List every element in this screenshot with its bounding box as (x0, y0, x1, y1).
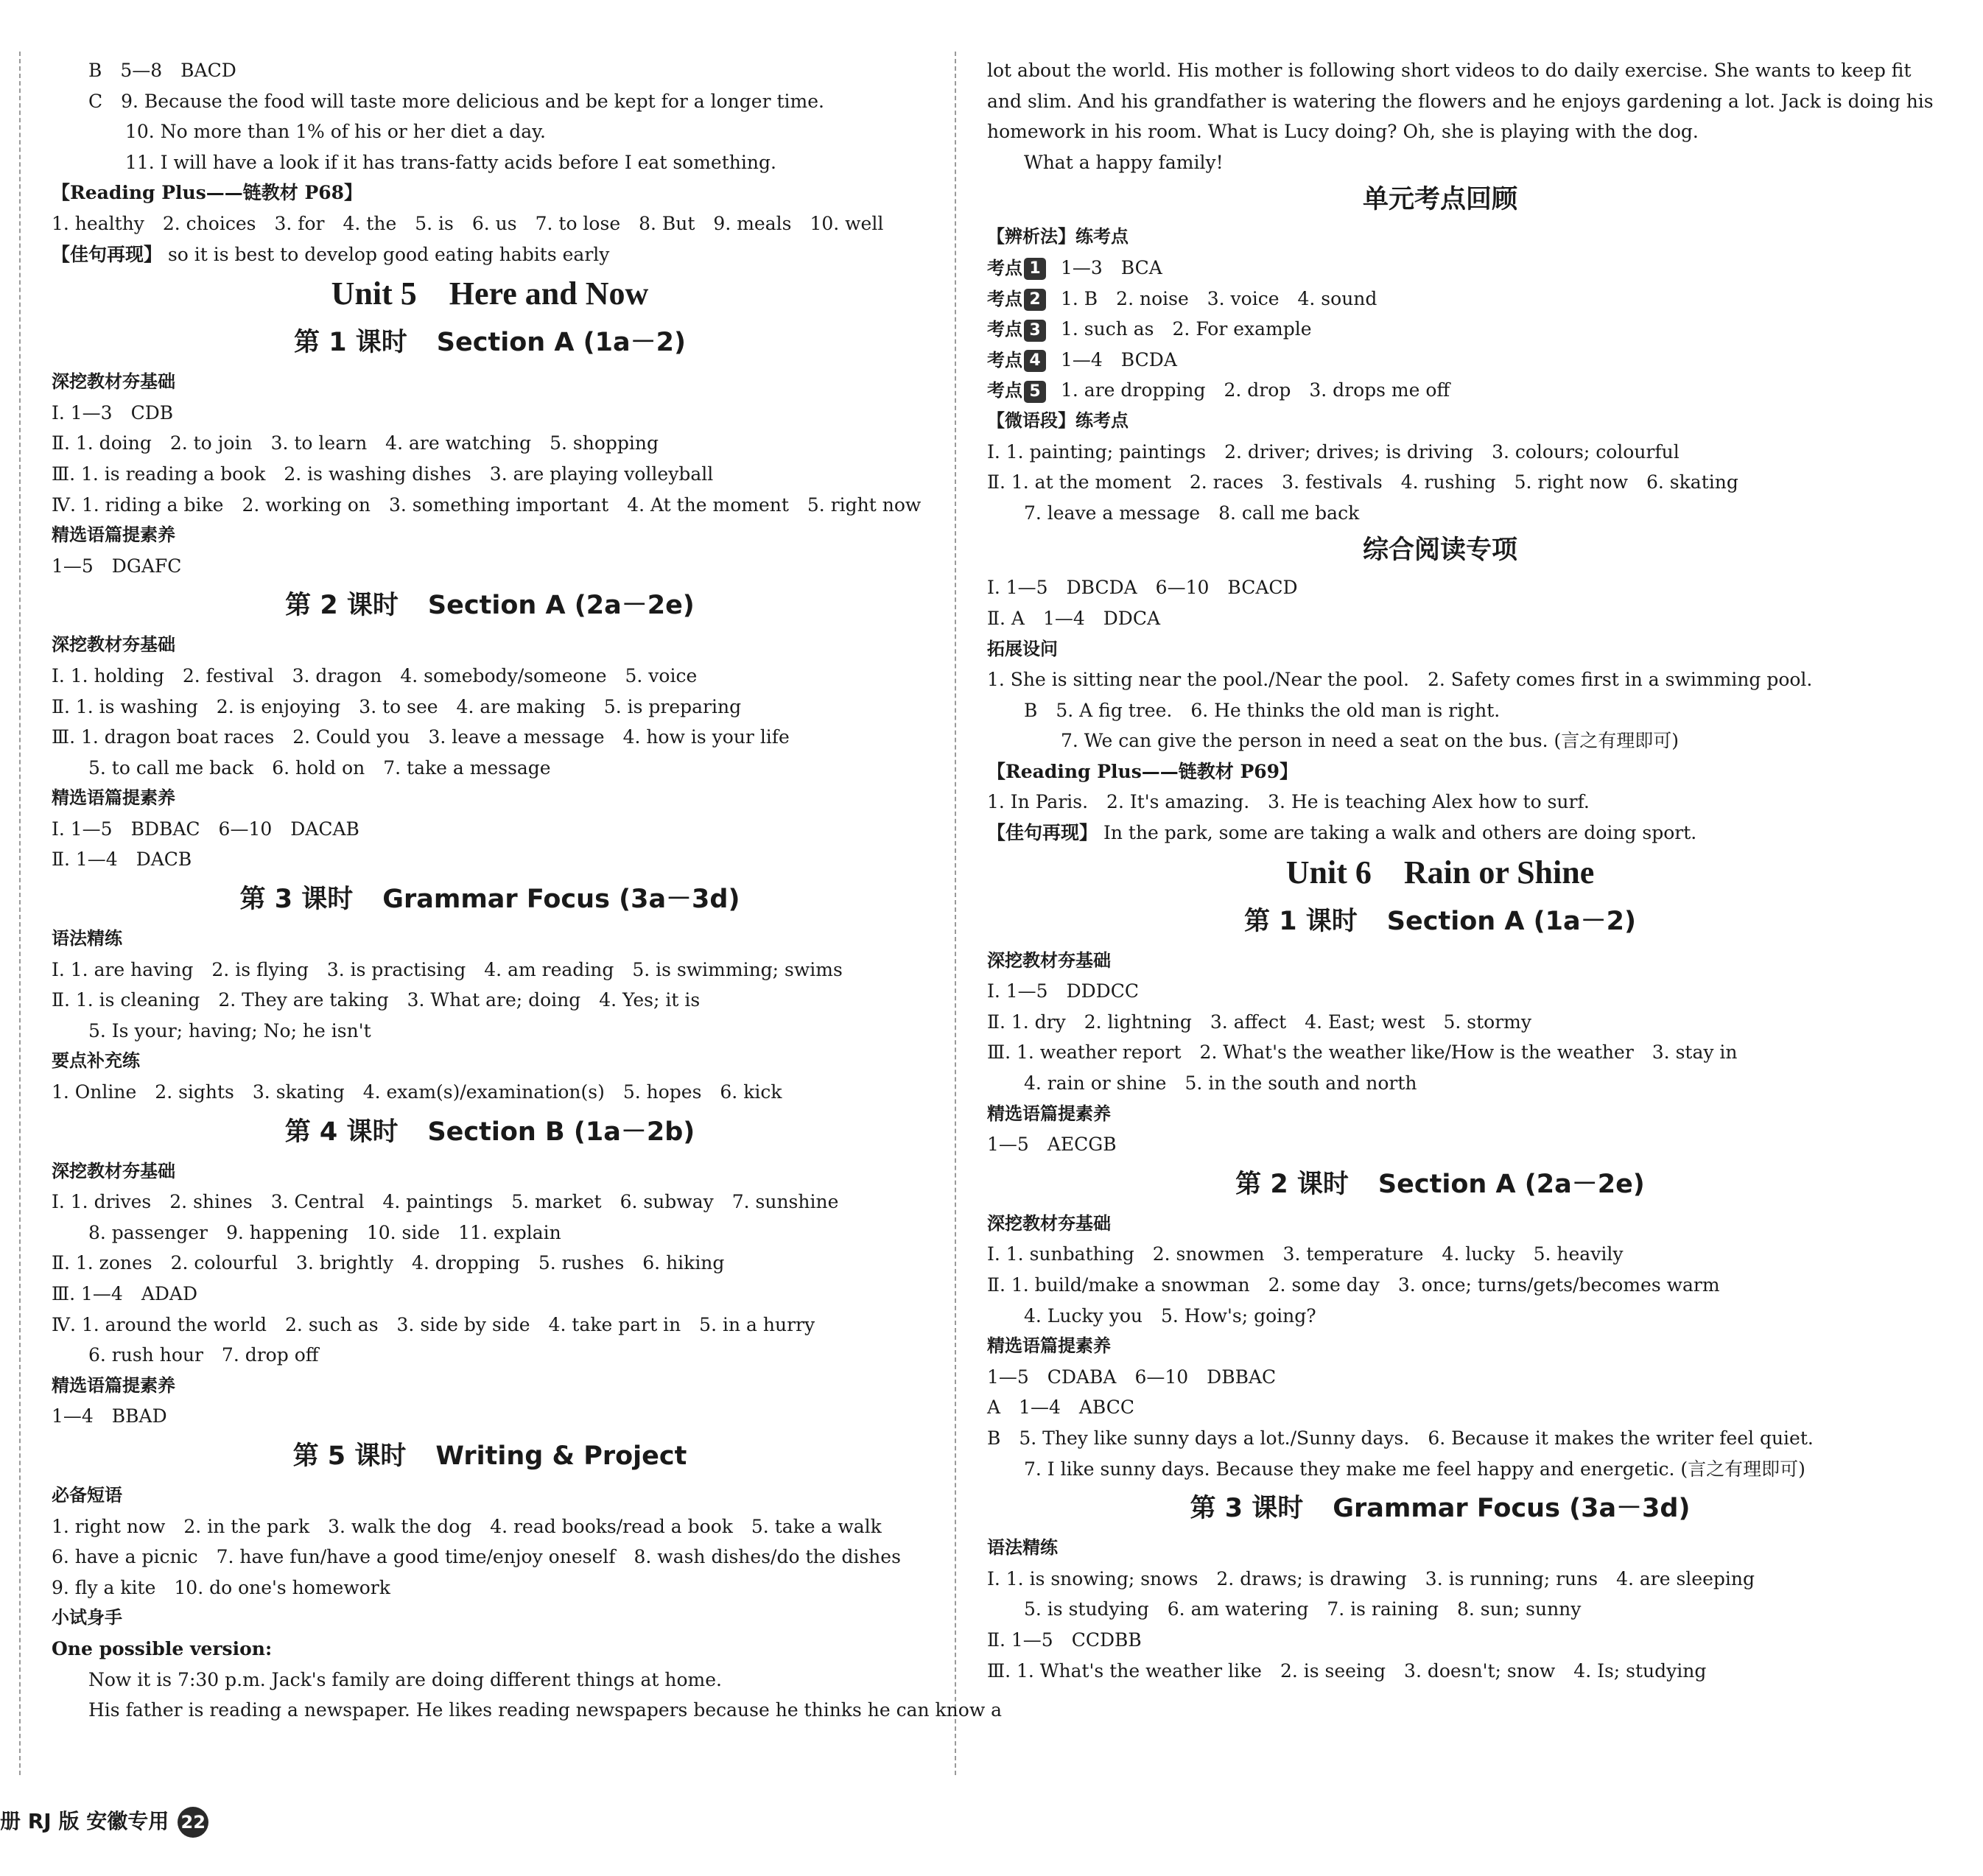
kaodian-number-badge: 4 (1024, 350, 1046, 372)
kaodian-label: 考点 (987, 257, 1022, 278)
subsection-label: 语法精练 (52, 928, 122, 949)
kaodian-label: 考点 (987, 288, 1022, 309)
answer-line: 11. I will have a look if it has trans-fatty acids before I eat something. (125, 151, 776, 173)
answer-line: Ⅲ. 1. What's the weather like 2. is seeing 3. doesn't; snow 4. Is; studying (987, 1659, 1707, 1682)
lesson-section: Section A (2a－2e) (1377, 1169, 1645, 1199)
kaodian-answer: 1—3 BCA (1061, 256, 1162, 278)
lesson-title (52, 581, 928, 630)
kaodian-number-badge: 2 (1024, 289, 1046, 311)
answer-line: Ⅱ. 1. is cleaning 2. They are taking 3. What are; doing 4. Yes; it is (52, 989, 701, 1011)
kaodian-answer: 1. such as 2. For example (1061, 318, 1312, 340)
lesson-number: 第 3 课时 (1190, 1494, 1304, 1524)
answer-line: Ⅰ. 1. sunbathing 2. snowmen 3. temperature 4. lucky 5. heavily (987, 1243, 1624, 1265)
answer-line: 1—5 DGAFC (52, 555, 182, 577)
reading-plus-label: 【Reading Plus——链教材 P69】 (987, 760, 1299, 782)
answer-line: Ⅱ. A 1—4 DDCA (987, 607, 1161, 629)
lesson-title (987, 897, 1893, 946)
essay-line: and slim. And his grandfather is watering the flowers and he enjoys gardening a lot. Jack is doing his (987, 90, 1934, 112)
lesson-section: Section A (1a－2) (436, 328, 686, 358)
subsection-label: 【辨析法】练考点 (987, 226, 1129, 247)
lesson-number: 第 1 课时 (294, 328, 407, 358)
kaodian-number-badge: 3 (1024, 320, 1046, 342)
answer-line: 1—4 BBAD (52, 1405, 167, 1427)
answer-line: Ⅱ. 1. zones 2. colourful 3. brightly 4. dropping 5. rushes 6. hiking (52, 1252, 725, 1274)
answer-line: 1. She is sitting near the pool./Near the pool. 2. Safety comes first in a swimming pool. (987, 669, 1813, 691)
answer-line: Ⅱ. 1. is washing 2. is enjoying 3. to see 4. are making 5. is preparing (52, 695, 742, 717)
subsection-label: 小试身手 (52, 1607, 122, 1629)
kaodian-label: 考点 (987, 380, 1022, 401)
kaodian-row (987, 253, 1893, 284)
good-sentence-label: 【佳句再现】 (52, 243, 163, 265)
reading-title: 综合阅读专项 (1362, 535, 1517, 566)
answer-line: 8. passenger 9. happening 10. side 11. explain (88, 1221, 561, 1243)
kaodian-row (987, 345, 1893, 376)
footer-text: 册 RJ 版 安徽专用 (0, 1809, 169, 1833)
essay-line: His father is reading a newspaper. He likes reading newspapers because he thinks he can know a (88, 1699, 1003, 1721)
lesson-section: Grammar Focus (3a－3d) (1333, 1494, 1691, 1524)
kaodian-label: 考点 (987, 349, 1022, 370)
page-footer (0, 1805, 208, 1838)
answer-line: Ⅰ. 1—3 CDB (52, 401, 174, 424)
kaodian-answer: 1—4 BCDA (1061, 348, 1177, 370)
answer-line: 6. have a picnic 7. have fun/have a good time/enjoy oneself 8. wash dishes/do the dishes (52, 1546, 901, 1568)
column-divider (955, 52, 956, 1775)
lesson-section: Section B (1a－2b) (427, 1117, 695, 1147)
good-sentence (987, 818, 1893, 849)
lesson-section: Section A (2a－2e) (427, 591, 695, 621)
answer-line: 1. right now 2. in the park 3. walk the dog 4. read books/read a book 5. take a walk (52, 1515, 882, 1537)
answer-line: 1. Online 2. sights 3. skating 4. exam(s)/examination(s) 5. hopes 6. kick (52, 1081, 782, 1103)
lesson-number: 第 4 课时 (284, 1117, 399, 1147)
subsection-label: 深挖教材夯基础 (987, 949, 1111, 971)
subsection-label: 精选语篇提素养 (987, 1103, 1111, 1124)
answer-line: 10. No more than 1% of his or her diet a day. (125, 121, 546, 143)
answer-line: 4. Lucky you 5. How's; going? (1024, 1304, 1316, 1327)
answer-line: Ⅳ. 1. around the world 2. such as 3. side by side 4. take part in 5. in a hurry (52, 1313, 815, 1335)
subsection-label: 必备短语 (52, 1484, 122, 1506)
kaodian-row (987, 314, 1893, 345)
answer-line: Ⅳ. 1. riding a bike 2. working on 3. something important 4. At the moment 5. right now (52, 493, 922, 516)
answer-line: 7. We can give the person in need a seat on the bus. (言之有理即可) (1061, 730, 1679, 752)
lesson-section: Section A (1a－2) (1386, 906, 1636, 936)
kaodian-answer: 1. B 2. noise 3. voice 4. sound (1061, 287, 1377, 309)
lesson-title (987, 1160, 1893, 1209)
answer-line: B 5—8 BACD (88, 60, 236, 81)
essay-line: What a happy family! (1024, 151, 1224, 173)
subsection-label: 拓展设问 (987, 638, 1058, 659)
kaodian-label: 考点 (987, 319, 1022, 340)
answer-line: A 1—4 ABCC (987, 1397, 1135, 1419)
right-column (987, 55, 1934, 1686)
left-margin-rule (19, 52, 21, 1775)
left-column (52, 55, 1003, 1726)
answer-line: 7. I like sunny days. Because they make me feel happy and energetic. (言之有理即可) (1024, 1458, 1805, 1480)
essay-line: homework in his room. What is Lucy doing? Oh, she is playing with the dog. (987, 121, 1699, 143)
answer-line: 5. is studying 6. am watering 7. is raining 8. sun; sunny (1024, 1598, 1582, 1620)
page-number: 22 (178, 1807, 208, 1838)
answer-line: 9. fly a kite 10. do one's homework (52, 1576, 390, 1598)
answer-line: 5. Is your; having; No; he isn't (88, 1019, 371, 1041)
subsection-label: 深挖教材夯基础 (52, 1160, 175, 1181)
good-sentence-text: so it is best to develop good eating habits early (167, 243, 610, 265)
answer-line: 5. to call me back 6. hold on 7. take a message (88, 756, 551, 779)
answer-line: Ⅱ. 1—4 DACB (52, 849, 192, 871)
answer-line: 4. rain or shine 5. in the south and north (1024, 1072, 1417, 1095)
answer-line: Ⅰ. 1. painting; paintings 2. driver; drives; is driving 3. colours; colourful (987, 440, 1680, 463)
good-sentence (52, 239, 928, 270)
lesson-number: 第 3 课时 (239, 885, 354, 915)
unit-title: Unit 5 Here and Now (331, 275, 649, 312)
answer-line: Ⅲ. 1—4 ADAD (52, 1283, 198, 1304)
subsection-label: 精选语篇提素养 (987, 1335, 1111, 1357)
answer-line: Ⅲ. 1. weather report 2. What's the weather like/How is the weather 3. stay in (987, 1041, 1738, 1064)
kaodian-row (987, 284, 1893, 315)
subsection-label: 【微语段】练考点 (987, 410, 1129, 431)
subsection-label: 深挖教材夯基础 (52, 634, 175, 656)
lesson-title (52, 1432, 928, 1480)
lesson-title (987, 1484, 1893, 1533)
version-label: One possible version: (52, 1637, 273, 1659)
subsection-label: 深挖教材夯基础 (52, 371, 175, 393)
subsection-label: 精选语篇提素养 (52, 1374, 175, 1396)
answer-line: Ⅱ. 1. doing 2. to join 3. to learn 4. are watching 5. shopping (52, 432, 659, 454)
answer-line: Ⅱ. 1. build/make a snowman 2. some day 3. once; turns/gets/becomes warm (987, 1274, 1720, 1296)
subsection-label: 要点补充练 (52, 1050, 140, 1072)
subsection-label: 语法精练 (987, 1537, 1058, 1559)
kaodian-number-badge: 5 (1024, 381, 1046, 403)
lesson-number: 第 2 课时 (285, 591, 399, 621)
kaodian-number-badge: 1 (1024, 258, 1046, 280)
subsection-label: 精选语篇提素养 (52, 524, 175, 546)
lesson-title (52, 1108, 928, 1156)
subsection-label: 精选语篇提素养 (52, 787, 175, 809)
good-sentence-text: In the park, some are taking a walk and others are doing sport. (1103, 822, 1697, 844)
answer-line: Ⅰ. 1—5 DBCDA 6—10 BCACD (987, 577, 1298, 599)
subsection-label: 深挖教材夯基础 (987, 1212, 1111, 1234)
answer-line: Ⅰ. 1—5 DDDCC (987, 980, 1139, 1002)
answer-line: Ⅰ. 1. holding 2. festival 3. dragon 4. somebody/someone 5. voice (52, 664, 698, 686)
lesson-title (52, 318, 928, 367)
answer-line: Ⅲ. 1. dragon boat races 2. Could you 3. leave a message 4. how is your life (52, 726, 790, 748)
answer-line: Ⅱ. 1—5 CCDBB (987, 1629, 1142, 1651)
answer-line: 6. rush hour 7. drop off (88, 1344, 319, 1366)
answer-line: Ⅲ. 1. is reading a book 2. is washing dishes 3. are playing volleyball (52, 463, 714, 485)
answer-line: Ⅰ. 1. is snowing; snows 2. draws; is drawing 3. is running; runs 4. are sleeping (987, 1567, 1755, 1589)
answer-line: B 5. They like sunny days a lot./Sunny days. 6. Because it makes the writer feel quiet. (987, 1427, 1814, 1449)
good-sentence-label: 【佳句再现】 (987, 822, 1098, 844)
answer-line: B 5. A fig tree. 6. He thinks the old man is right. (1024, 699, 1501, 721)
answer-line: Ⅰ. 1. drives 2. shines 3. Central 4. paintings 5. market 6. subway 7. sunshine (52, 1191, 839, 1213)
essay-line: lot about the world. His mother is following short videos to do daily exercise. She wants to keep fit (987, 60, 1912, 81)
answer-line: Ⅱ. 1. at the moment 2. races 3. festivals 4. rushing 5. right now 6. skating (987, 471, 1738, 493)
reading-plus-answers: 1. healthy 2. choices 3. for 4. the 5. is 6. us 7. to lose 8. But 9. meals 10. well (52, 212, 884, 234)
reading-plus-label: 【Reading Plus——链教材 P68】 (52, 182, 363, 204)
answer-line: C 9. Because the food will taste more delicious and be kept for a longer time. (88, 90, 824, 112)
lesson-title (52, 875, 928, 924)
lesson-number: 第 1 课时 (1244, 906, 1358, 936)
kaodian-row (987, 375, 1893, 406)
lesson-number: 第 2 课时 (1235, 1169, 1349, 1199)
answer-line: Ⅰ. 1—5 BDBAC 6—10 DACAB (52, 818, 359, 840)
answer-line: 1—5 AECGB (987, 1134, 1117, 1156)
answer-line: Ⅰ. 1. are having 2. is flying 3. is practising 4. am reading 5. is swimming; swims (52, 958, 843, 980)
lesson-section: Grammar Focus (3a－3d) (382, 885, 740, 915)
review-title: 单元考点回顾 (1362, 185, 1517, 215)
reading-plus-answers: 1. In Paris. 2. It's amazing. 3. He is teaching Alex how to surf. (987, 791, 1590, 813)
answer-line: Ⅱ. 1. dry 2. lightning 3. affect 4. East; west 5. stormy (987, 1011, 1531, 1033)
essay-line: Now it is 7:30 p.m. Jack's family are doing different things at home. (88, 1668, 722, 1690)
kaodian-answer: 1. are dropping 2. drop 3. drops me off (1061, 379, 1450, 401)
unit-title: Unit 6 Rain or Shine (1285, 854, 1595, 890)
lesson-section: Writing & Project (435, 1441, 687, 1471)
answer-line: 1—5 CDABA 6—10 DBBAC (987, 1366, 1277, 1388)
lesson-number: 第 5 课时 (292, 1441, 407, 1471)
answer-line: 7. leave a message 8. call me back (1024, 502, 1360, 524)
